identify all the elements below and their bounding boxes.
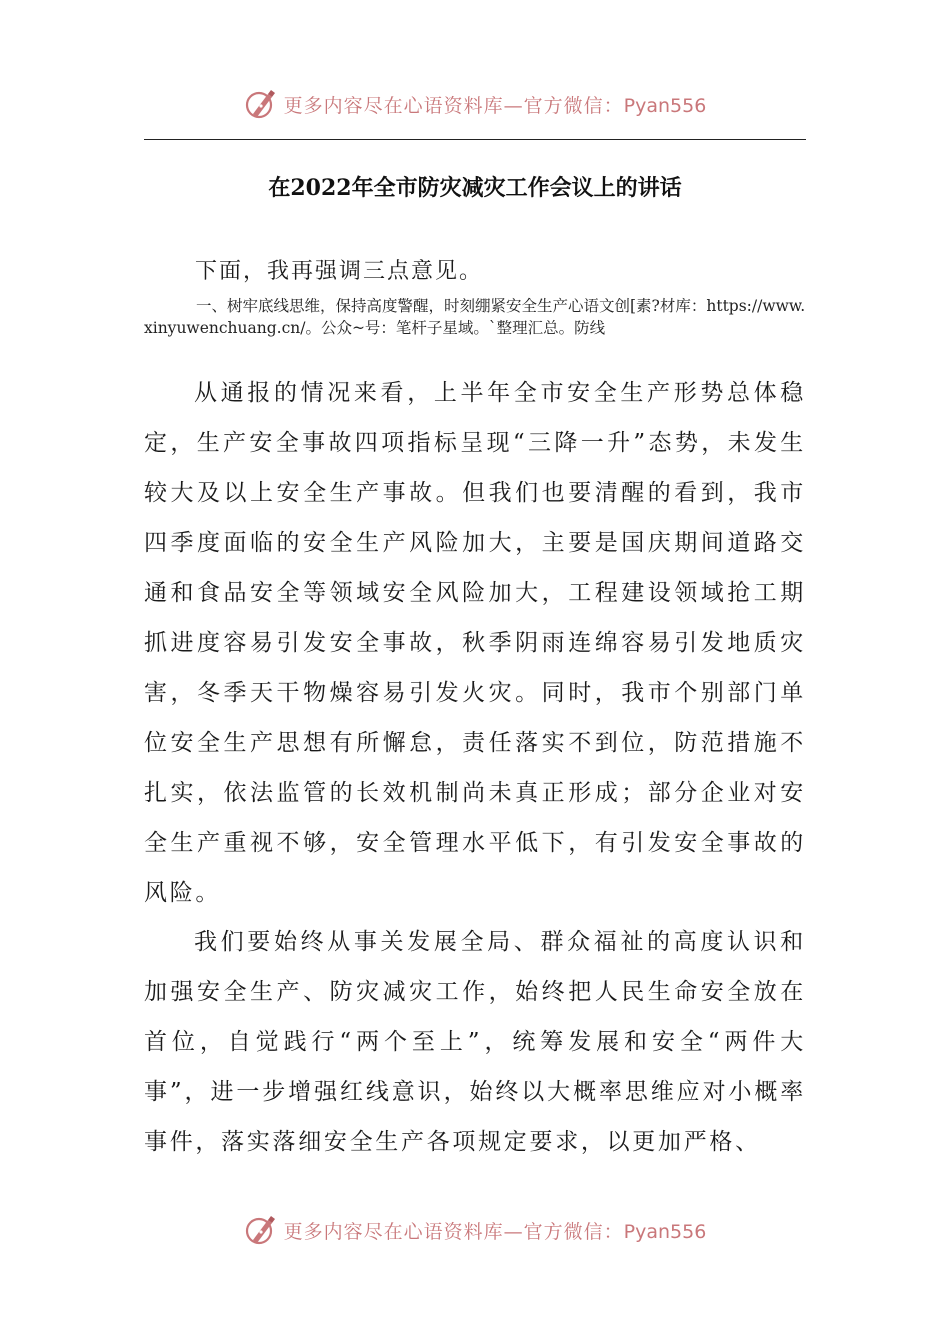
banner-text: 更多内容尽在心语资料库—官方微信：Pyan556 bbox=[283, 94, 707, 117]
document-title: 在2022年全市防灾减灾工作会议上的讲话 bbox=[268, 175, 682, 201]
banner-text: 更多内容尽在心语资料库—官方微信：Pyan556 bbox=[283, 1220, 707, 1243]
header-banner bbox=[0, 82, 950, 126]
header-divider bbox=[144, 139, 806, 140]
intro-line: 下面，我再强调三点意见。 bbox=[195, 259, 484, 284]
body-paragraph: 我们要始终从事关发展全局、群众福祉的高度认识和加强安全生产、防灾减灾工作，始终把人民生命安全放在首位，自觉践行“两个至上”，统筹发展和安全“两件大事”，进一步增强红线意识，始终以大概率思维应对小概率事件，落实落细安全生产各项规定要求，以更加严格、 bbox=[144, 929, 806, 1155]
pen-nib-circle-icon bbox=[244, 1213, 278, 1247]
pen-nib-circle-icon bbox=[244, 87, 278, 121]
section-heading: 一、树牢底线思维，保持高度警醒，时刻绷紧安全生产心语文创[素?材库：https://www.xinyuwenchuang.cn/。公众~号：笔杆子星域。`整理汇总。防线 bbox=[144, 297, 806, 337]
footer-banner bbox=[0, 1208, 950, 1252]
body-paragraph: 从通报的情况来看，上半年全市安全生产形势总体稳定，生产安全事故四项指标呈现“三降一升”态势，未发生较大及以上安全生产事故。但我们也要清醒的看到，我市四季度面临的安全生产风险加大，主要是国庆期间道路交通和食品安全等领域安全风险加大，工程建设领域抢工期抓进度容易引发安全事故，秋季阴雨连绵容易引发地质灾害，冬季天干物燥容易引发火灾。同时，我市个别部门单位安全生产思想有所懈怠，责任落实不到位，防范措施不扎实，依法监管的长效机制尚未真正形成；部分企业对安全生产重视不够，安全管理水平低下，有引发安全事故的风险。 bbox=[144, 380, 806, 906]
